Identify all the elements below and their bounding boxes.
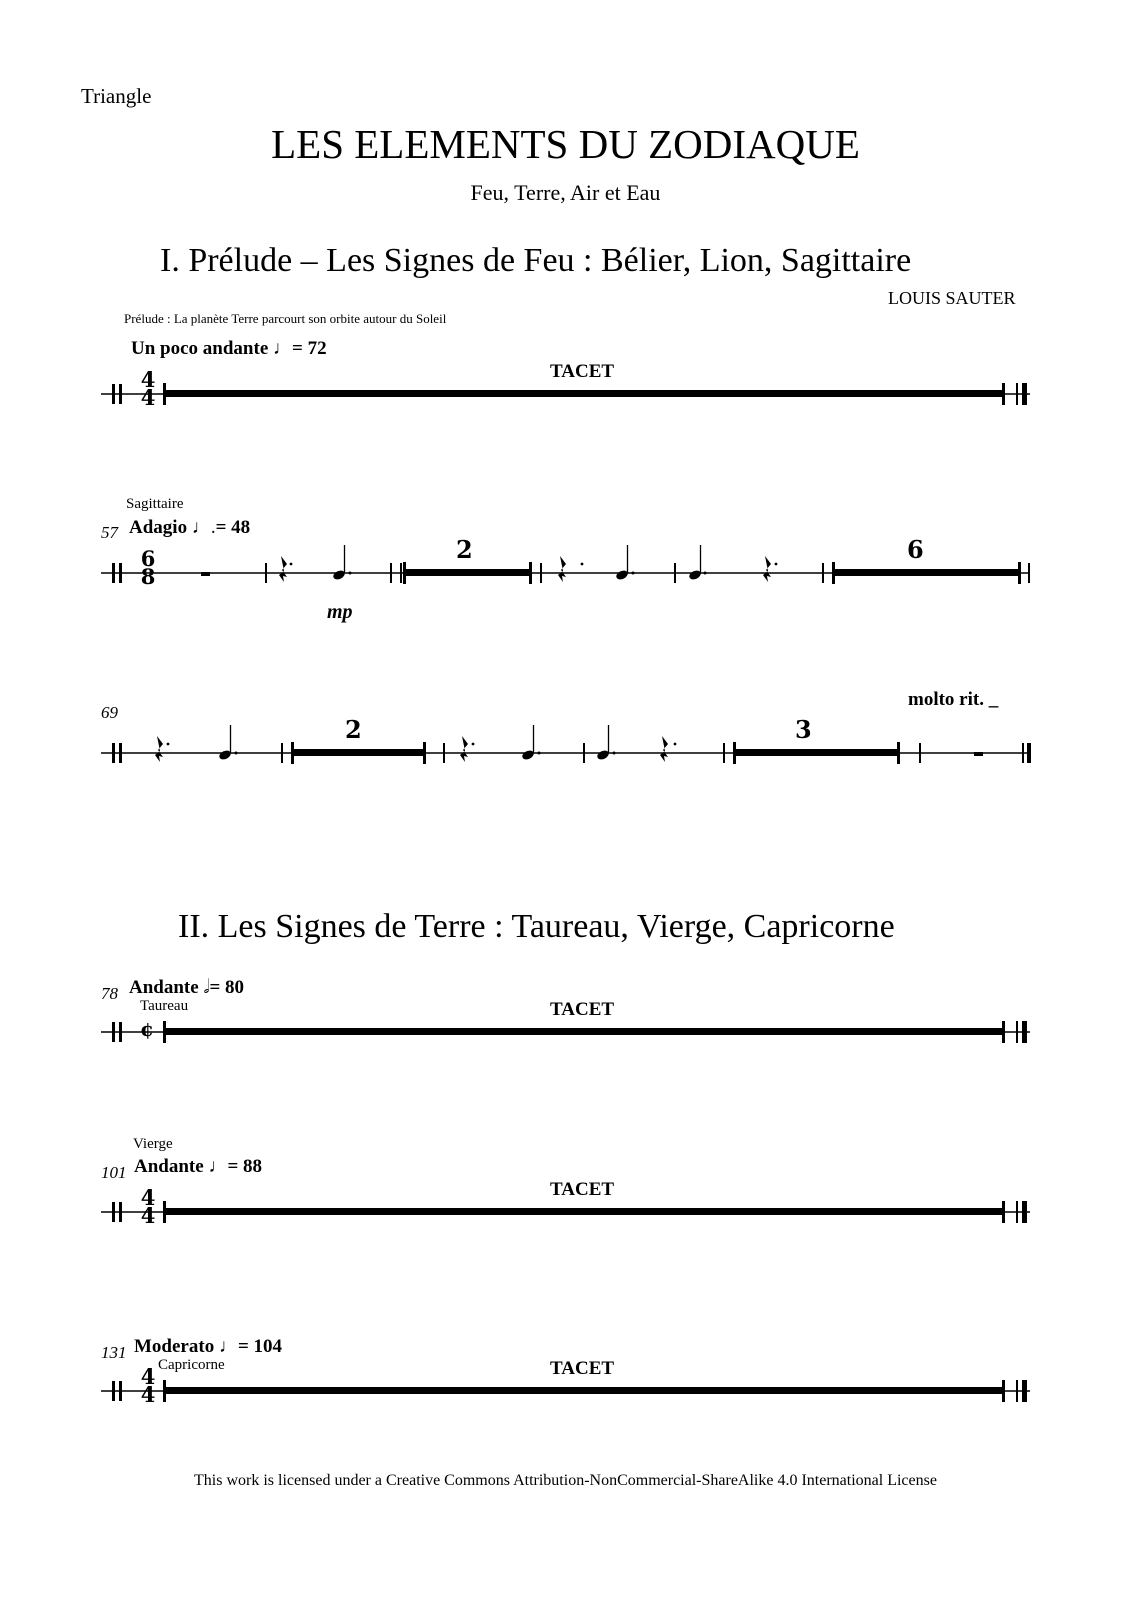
multirest-count-6: 6 bbox=[907, 535, 924, 564]
tempo-marking-1 bbox=[131, 338, 327, 360]
multirest-count-2: 2 bbox=[456, 535, 473, 564]
time-sig-top: 4 bbox=[140, 1185, 156, 1210]
prelude-annotation: Prélude : La planète Terre parcourt son orbite autour du Soleil bbox=[124, 311, 447, 326]
tempo-text: Andante bbox=[134, 1156, 204, 1177]
time-sig-bottom: 4 bbox=[140, 1203, 156, 1228]
tempo-value: = 104 bbox=[237, 1336, 283, 1357]
tempo-value: = 88 bbox=[227, 1156, 263, 1177]
tempo-text: Un poco andante bbox=[131, 338, 269, 359]
time-sig-bottom: 4 bbox=[140, 1382, 156, 1407]
dotted-quarter-note-icon: ♩. bbox=[191, 517, 216, 538]
time-signature-5 bbox=[139, 1185, 157, 1228]
dynamic-mp: mp bbox=[327, 601, 353, 623]
staff-system-6 bbox=[0, 1371, 1131, 1411]
tacet-label-6: TACET bbox=[550, 1358, 615, 1379]
tempo-marking-2 bbox=[129, 517, 250, 539]
staff-system-4 bbox=[0, 1012, 1131, 1052]
time-sig-bottom: 8 bbox=[140, 564, 156, 589]
tempo-text: Moderato bbox=[134, 1336, 215, 1357]
subtitle: Feu, Terre, Air et Eau bbox=[470, 180, 661, 205]
expression-molto-rit bbox=[908, 689, 998, 711]
quarter-note-icon: ♩ bbox=[273, 338, 292, 359]
license-notice: This work is licensed under a Creative Commons Attribution-NonCommercial-ShareAlike 4.0 International License bbox=[194, 1472, 937, 1489]
staff-system-1 bbox=[0, 374, 1131, 414]
page-title: LES ELEMENTS DU ZODIAQUE bbox=[271, 121, 860, 167]
time-signature-6 bbox=[139, 1364, 157, 1407]
expression-text: molto rit. bbox=[908, 689, 984, 710]
multirest-count-2b: 2 bbox=[345, 715, 362, 744]
section-label-vierge: Vierge bbox=[133, 1136, 173, 1152]
section-title-2: II. Les Signes de Terre : Taureau, Vierge, Capricorne bbox=[178, 908, 895, 945]
measure-number-57: 57 bbox=[101, 523, 118, 542]
half-note-icon: 𝅗𝅥 bbox=[203, 977, 210, 998]
tacet-label-5: TACET bbox=[550, 1179, 615, 1200]
tempo-text: Andante bbox=[129, 977, 199, 998]
tacet-label-1: TACET bbox=[550, 361, 615, 382]
multirest-count-3: 3 bbox=[795, 715, 812, 744]
time-signature-2 bbox=[139, 546, 157, 589]
time-signature-1 bbox=[139, 367, 157, 410]
time-sig-bottom: 4 bbox=[140, 385, 156, 410]
tempo-value: = 72 bbox=[292, 338, 327, 359]
measure-number-101: 101 bbox=[101, 1163, 127, 1182]
tempo-marking-4 bbox=[129, 977, 244, 999]
composer: LOUIS SAUTER bbox=[888, 288, 1016, 308]
quarter-note-icon: ♩ bbox=[208, 1156, 228, 1177]
dashed-extension: _ bbox=[988, 689, 999, 710]
section-label-sagittaire: Sagittaire bbox=[126, 496, 184, 512]
tempo-text: Adagio bbox=[129, 517, 188, 538]
measure-number-69: 69 bbox=[101, 703, 118, 722]
time-sig-top: 4 bbox=[140, 1364, 156, 1389]
staff-system-3 bbox=[0, 733, 1131, 773]
tempo-marking-5 bbox=[134, 1156, 262, 1178]
measure-number-131: 131 bbox=[101, 1343, 127, 1362]
tacet-label-4: TACET bbox=[550, 999, 615, 1020]
staff-system-5 bbox=[0, 1192, 1131, 1232]
quarter-note-icon: ♩ bbox=[218, 1336, 238, 1357]
section-label-capricorne: Capricorne bbox=[158, 1357, 225, 1373]
time-sig-top: 6 bbox=[140, 546, 156, 571]
section-label-taureau: Taureau bbox=[140, 998, 189, 1014]
cut-time-signature: ¢ bbox=[140, 1017, 154, 1041]
time-sig-top: 4 bbox=[140, 367, 156, 392]
tempo-marking-6 bbox=[134, 1336, 282, 1358]
section-title-1: I. Prélude – Les Signes de Feu : Bélier, Lion, Sagittaire bbox=[160, 242, 912, 279]
instrument-name: Triangle bbox=[81, 84, 152, 108]
tempo-value: = 80 bbox=[209, 977, 245, 998]
staff-system-2 bbox=[0, 553, 1131, 593]
tempo-value: = 48 bbox=[215, 517, 251, 538]
measure-number-78: 78 bbox=[101, 984, 118, 1003]
